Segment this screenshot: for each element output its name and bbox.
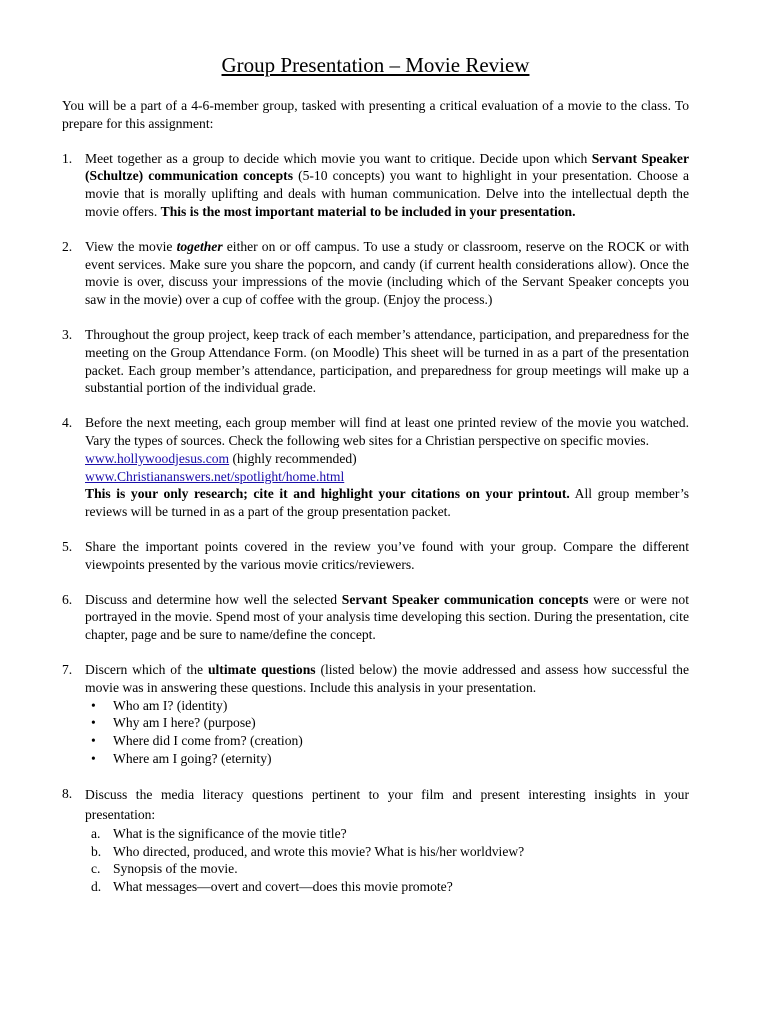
step-text: Share the important points covered in the review you’ve found with your group. Compare the different viewpoints presented by the various movie critics/reviewers. [85,538,689,572]
step-number: 2. [62,238,73,254]
list-item-text: Synopsis of the movie. [113,861,238,877]
list-item [91,860,689,878]
step-2 [62,238,689,309]
list-item-text: What is the significance of the movie title? [113,825,347,841]
media-literacy-list [85,825,689,896]
step-1 [62,150,689,221]
list-item-text: Who am I? (identity) [113,697,228,713]
list-item [91,697,689,715]
step-number: 3. [62,326,73,342]
step-7 [62,661,689,768]
step-text: Before the next meeting, each group member will find at least one printed review of the movie you watched. Vary the types of sources. Check the following web sites for a Christian perspective on specific movies. [85,415,689,448]
step-text: Meet together as a group to decide which movie you want to critique. Decide upon which [85,150,592,166]
step-text: Discern which of the [85,661,208,677]
step-bold-text: This is your only research; cite it and highlight your citations on your printout. [85,486,570,502]
link-row-christiananswers [85,468,689,486]
step-text: View the movie [85,238,177,254]
step-4 [62,414,689,521]
list-item [91,714,689,732]
step-text: either on or off campus. To use a study or classroom, reserve on the ROCK or with event services. Make sure you share the popcorn, and candy (if current health considerations allow). Once the movie is over, discuss your impressions of the movie (including which of the Servant Speaker concepts you saw in the movie) over a cup of coffee with the group. (Enjoy the process.) [85,238,689,308]
list-letter: a. [91,825,101,841]
step-paragraph [85,661,689,697]
step-number: 4. [62,415,73,431]
step-emphasis-text: together [176,238,223,254]
ultimate-questions-list [85,697,689,768]
step-bold-text: ultimate questions [207,661,316,677]
bullet-icon: • [91,715,96,731]
step-number: 8. [62,785,73,801]
step-bold-text: Servant Speaker communication concepts [341,591,589,607]
list-item-text: What messages—overt and covert—does this movie promote? [113,879,453,895]
list-item-text: Who directed, produced, and wrote this movie? What is his/her worldview? [113,843,525,859]
bullet-icon: • [91,697,96,713]
step-5 [62,538,689,574]
steps-list [62,150,689,896]
list-letter: b. [91,843,102,859]
step-8 [62,785,689,896]
bullet-icon: • [91,733,96,749]
step-text: All group member’s reviews will be turned in as a part of the group presentation packet. [85,486,690,520]
christiananswers-link[interactable]: www.Christiananswers.net/spotlight/home.html [85,468,345,484]
step-3 [62,326,689,397]
step-text: Discuss the media literacy questions pertinent to your film and present interesting insights in your presentation: [85,786,689,822]
step-6 [62,591,689,644]
research-note [85,485,689,521]
step-number: 1. [62,150,73,166]
list-item [91,843,689,861]
step-text: Discuss and determine how well the selected [85,591,342,607]
intro-paragraph: You will be a part of a 4-6-member group, tasked with presenting a critical evaluation of a movie to the class. To prepare for this assignment: [62,98,689,131]
list-item [91,878,689,896]
page-title: Group Presentation – Movie Review [221,53,530,77]
link-row-hollywoodjesus [85,450,689,468]
step-number: 5. [62,538,73,554]
list-letter: c. [91,861,101,877]
step-text: were or were not portrayed in the movie. Spend most of your analysis time developing this section. During the presentation, cite chapter, page and be sure to name/define the concept. [85,591,689,643]
bullet-icon: • [91,750,96,766]
list-item [91,825,689,843]
step-number: 6. [62,591,73,607]
list-item-text: Where did I come from? (creation) [113,733,303,749]
hollywoodjesus-link[interactable]: www.hollywoodjesus.com [85,450,230,466]
list-item-text: Where am I going? (eternity) [113,750,272,766]
list-item [91,750,689,768]
step-bold-text: This is the most important material to be included in your presentation. [160,203,576,219]
step-text: (listed below) the movie addressed and assess how successful the movie was in answering these questions. Include this analysis in your presentation. [85,661,689,695]
list-item-text: Why am I here? (purpose) [113,715,256,731]
document-page [62,52,689,913]
list-letter: d. [91,879,102,895]
list-item [91,732,689,750]
step-text: (5-10 concepts) you want to highlight in your presentation. Choose a movie that is morally uplifting and deals with human communication. Delve into the intellectual depth the movie offers. [85,168,689,219]
step-number: 7. [62,661,73,677]
link-note: (highly recommended) [229,450,357,466]
step-text: Throughout the group project, keep track of each member’s attendance, participation, and preparedness for the meeting on the Group Attendance Form. (on Moodle) This sheet will be turned in as a part of the presentation packet. Each group member’s attendance, participation, and preparedness for group meetings will make up a substantial portion of the individual grade. [85,326,689,396]
step-bold-text: Servant Speaker (Schultze) communication concepts [85,150,689,184]
